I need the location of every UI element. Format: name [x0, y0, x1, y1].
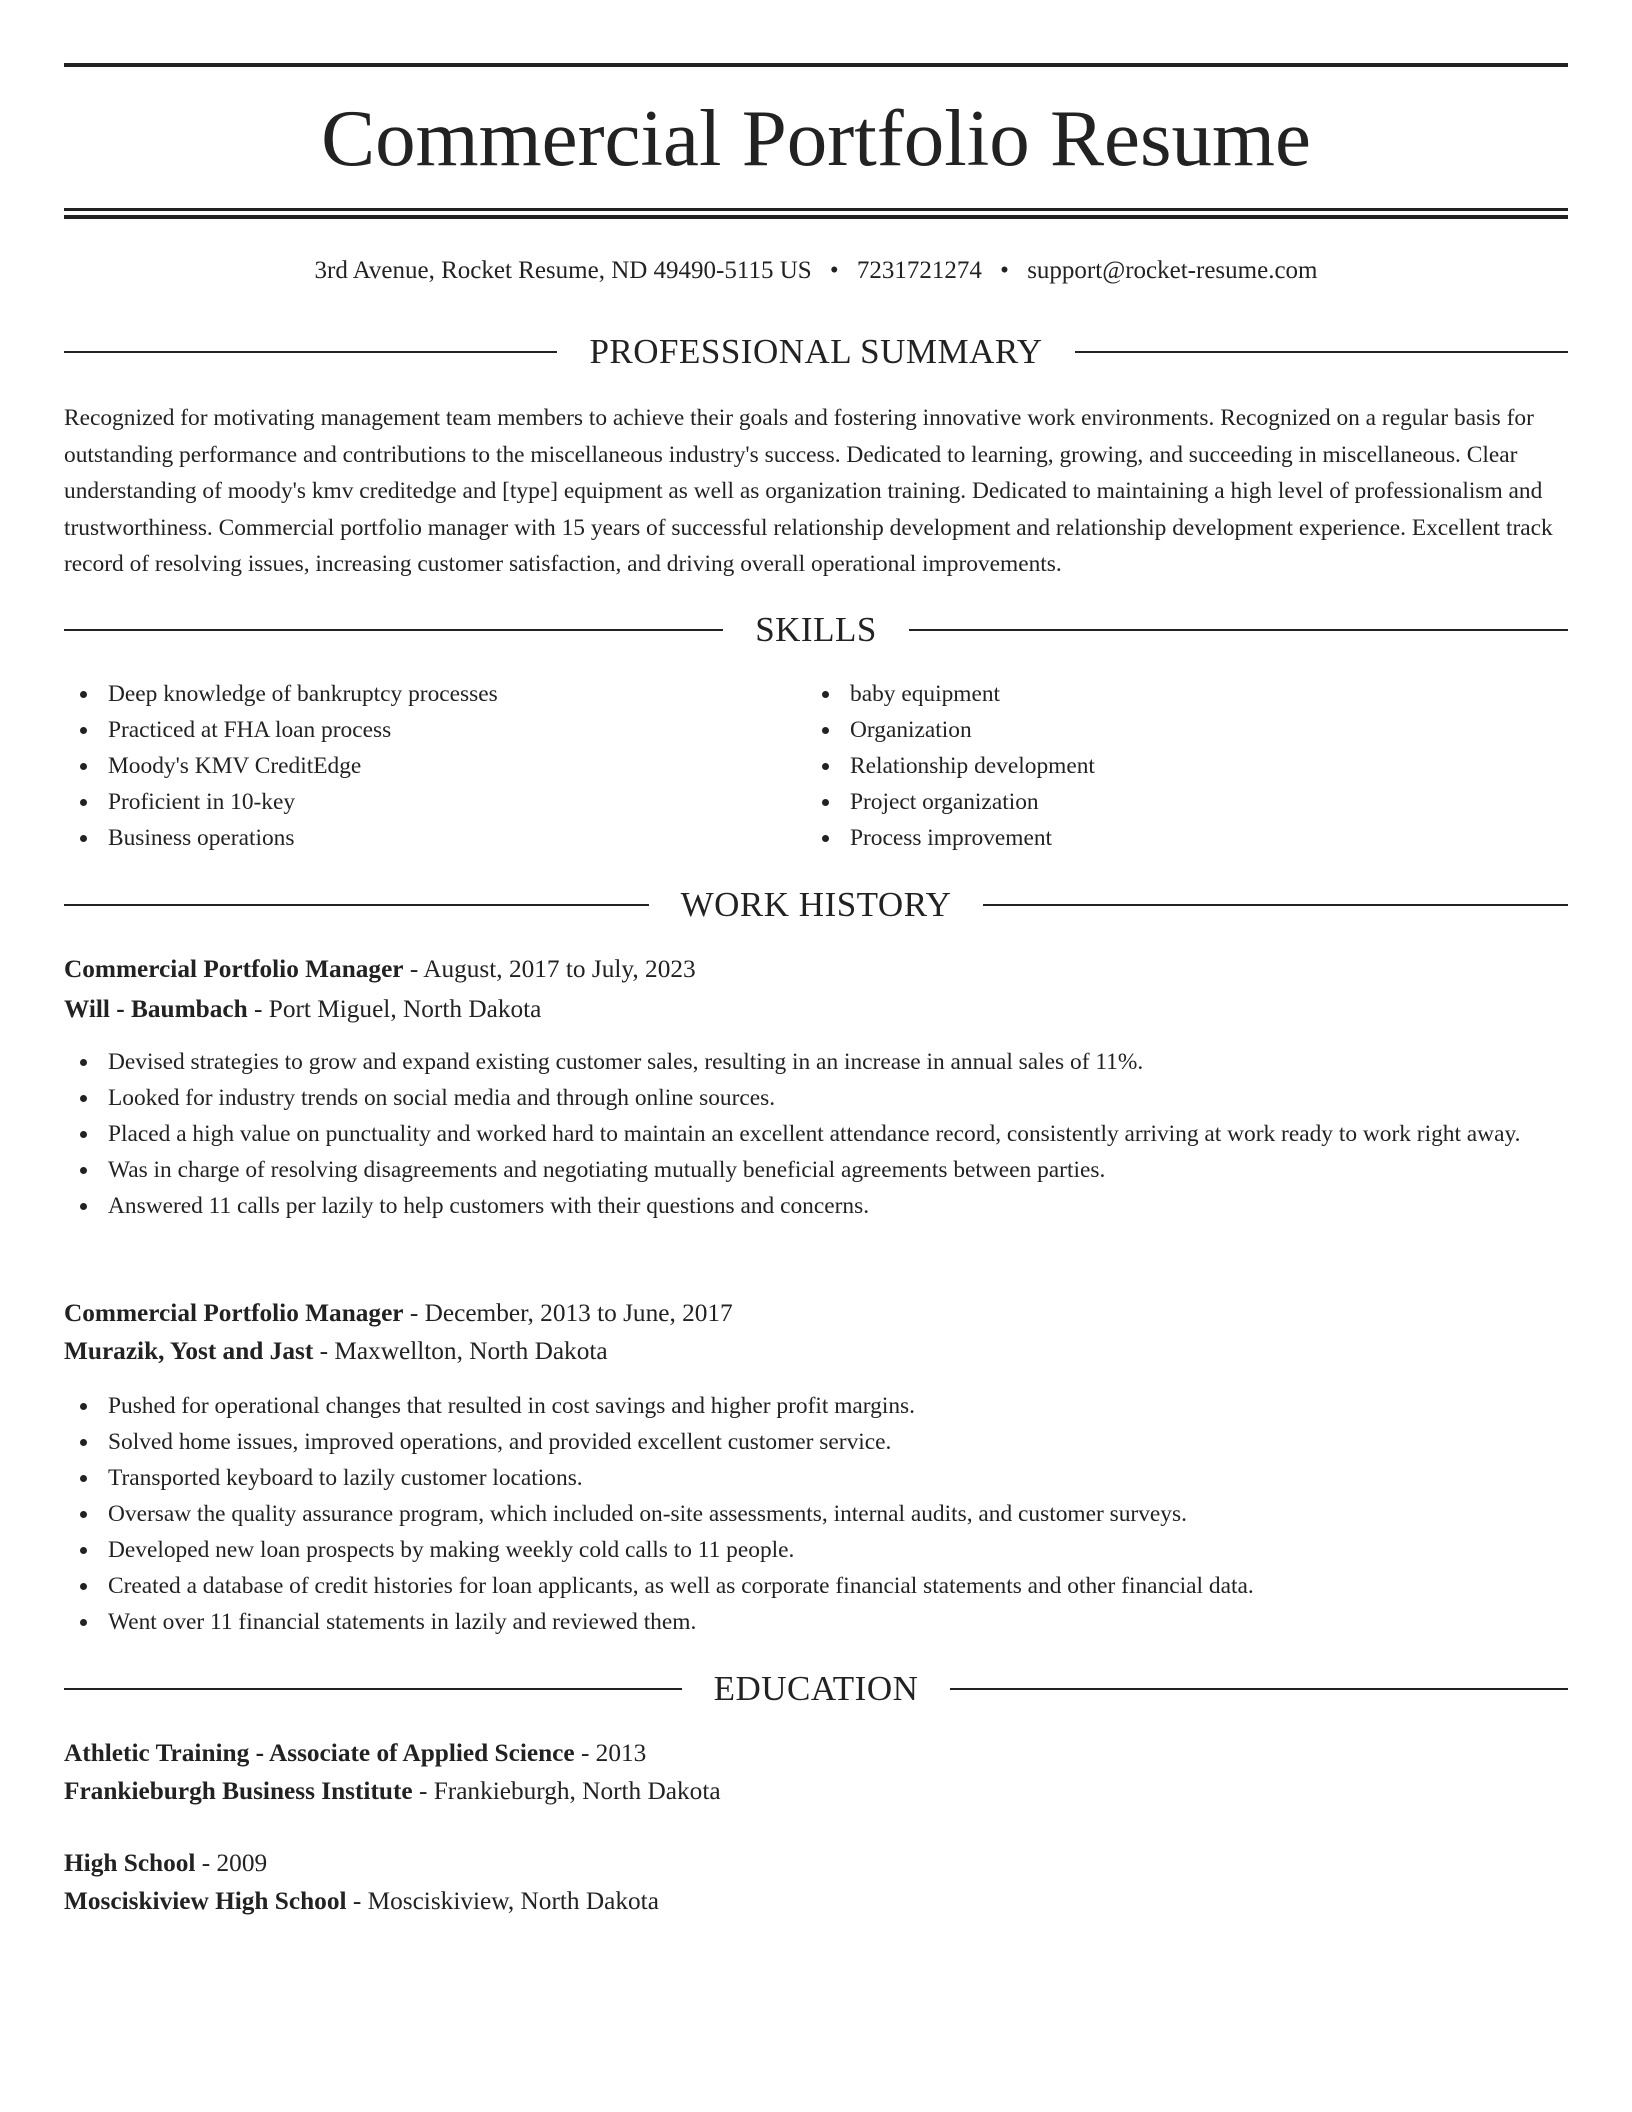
job-bullet: Created a database of credit histories for loan applicants, as well as corporate financial statements and other financial data. [64, 1568, 1568, 1604]
section-rule-right [909, 629, 1568, 631]
skills-list-right [806, 676, 1526, 856]
section-rule-left [64, 351, 557, 353]
summary-paragraph: Recognized for motivating management team members to achieve their goals and fostering innovative work environments. Recognized on a regular basis for outstanding performance and contributions to the miscellaneous industry's success. Dedicated to learning, growing, and succeeding in miscellaneous. Clear understanding of moody's kmv creditedge and [type] equipment as well as organization training. Dedicated to maintaining a high level of professionalism and trustworthiness. Commercial portfolio manager with 15 years of successful relationship development and relationship development experience. Excellent track record of resolving issues, increasing customer satisfaction, and driving overall operational improvements. [64, 405, 1553, 577]
section-title-skills: SKILLS [755, 610, 877, 649]
contact-line [64, 254, 1568, 288]
education-year: - 2009 [201, 1849, 268, 1877]
job-dates: - December, 2013 to June, 2017 [409, 1299, 733, 1327]
section-title-education: EDUCATION [713, 1669, 919, 1708]
job-dates: - August, 2017 to July, 2023 [409, 955, 696, 983]
job-company-line [64, 990, 1568, 1028]
education-location: - Mosciskiview, North Dakota [352, 1887, 659, 1915]
contact-email: support@rocket-resume.com [1027, 257, 1318, 284]
contact-separator: • [1000, 257, 1009, 284]
education-degree: High School [64, 1849, 196, 1877]
section-rule-left [64, 1688, 682, 1690]
contact-address: 3rd Avenue, Rocket Resume, ND 49490-5115 US [314, 257, 812, 284]
education-school: Frankieburgh Business Institute [64, 1777, 413, 1805]
section-title-summary: PROFESSIONAL SUMMARY [589, 332, 1043, 371]
job-company-line [64, 1332, 1568, 1370]
skill-item: Moody's KMV CreditEdge [64, 748, 784, 784]
job-bullet: Looked for industry trends on social media and through online sources. [64, 1080, 1568, 1116]
job-bullets [64, 1388, 1568, 1640]
education-school: Mosciskiview High School [64, 1887, 347, 1915]
education-degree: Athletic Training - Associate of Applied Science [64, 1739, 575, 1767]
header-bottom-rule [64, 208, 1568, 211]
section-header-summary [64, 330, 1568, 374]
education-school-line [64, 1882, 1568, 1920]
skill-item: Process improvement [806, 820, 1526, 856]
section-rule-left [64, 904, 649, 906]
skill-item: Project organization [806, 784, 1526, 820]
job-bullet: Oversaw the quality assurance program, which included on-site assessments, internal audits, and customer surveys. [64, 1496, 1568, 1532]
contact-phone: 7231721274 [856, 257, 982, 284]
job-bullet: Went over 11 financial statements in lazily and reviewed them. [64, 1604, 1568, 1640]
education-location: - Frankieburgh, North Dakota [418, 1777, 721, 1805]
job-location: - Maxwellton, North Dakota [319, 1337, 608, 1365]
job-location: - Port Miguel, North Dakota [254, 995, 542, 1023]
job-company: Will - Baumbach [64, 995, 248, 1023]
section-rule-right [1075, 351, 1568, 353]
skill-item: Proficient in 10-key [64, 784, 784, 820]
job-bullet: Was in charge of resolving disagreements and negotiating mutually beneficial agreements between parties. [64, 1152, 1568, 1188]
job-bullet: Answered 11 calls per lazily to help customers with their questions and concerns. [64, 1188, 1568, 1224]
section-header-work [64, 883, 1568, 927]
skill-item: Relationship development [806, 748, 1526, 784]
skill-item: baby equipment [806, 676, 1526, 712]
job-company: Murazik, Yost and Jast [64, 1337, 314, 1365]
contact-separator: • [829, 257, 839, 284]
education-school-line [64, 1772, 1568, 1810]
section-title-work: WORK HISTORY [680, 885, 952, 924]
job-bullet: Pushed for operational changes that resulted in cost savings and higher profit margins. [64, 1388, 1568, 1424]
skill-item: Organization [806, 712, 1526, 748]
skill-item: Business operations [64, 820, 784, 856]
education-year: - 2013 [580, 1739, 647, 1767]
header-top-rule [64, 63, 1568, 67]
job-role: Commercial Portfolio Manager [64, 1299, 404, 1327]
education-degree-line [64, 1844, 1568, 1882]
section-header-education [64, 1667, 1568, 1711]
job-bullet: Solved home issues, improved operations, and provided excellent customer service. [64, 1424, 1568, 1460]
resume-title: Commercial Portfolio Resume [321, 93, 1311, 183]
section-rule-right [983, 904, 1568, 906]
job-bullet: Transported keyboard to lazily customer locations. [64, 1460, 1568, 1496]
skill-item: Deep knowledge of bankruptcy processes [64, 676, 784, 712]
job-bullets [64, 1044, 1568, 1224]
job-bullet: Devised strategies to grow and expand existing customer sales, resulting in an increase in annual sales of 11%. [64, 1044, 1568, 1080]
job-title-line [64, 1294, 1568, 1332]
job-bullet: Placed a high value on punctuality and worked hard to maintain an excellent attendance record, consistently arriving at work ready to work right away. [64, 1116, 1568, 1152]
skills-list-left [64, 676, 784, 856]
section-header-skills [64, 608, 1568, 652]
section-rule-left [64, 629, 723, 631]
section-rule-right [950, 1688, 1568, 1690]
job-bullet: Developed new loan prospects by making weekly cold calls to 11 people. [64, 1532, 1568, 1568]
skill-item: Practiced at FHA loan process [64, 712, 784, 748]
header-bottom-rule-second [64, 215, 1568, 219]
job-title-line [64, 950, 1568, 988]
job-role: Commercial Portfolio Manager [64, 955, 404, 983]
education-degree-line [64, 1734, 1568, 1772]
